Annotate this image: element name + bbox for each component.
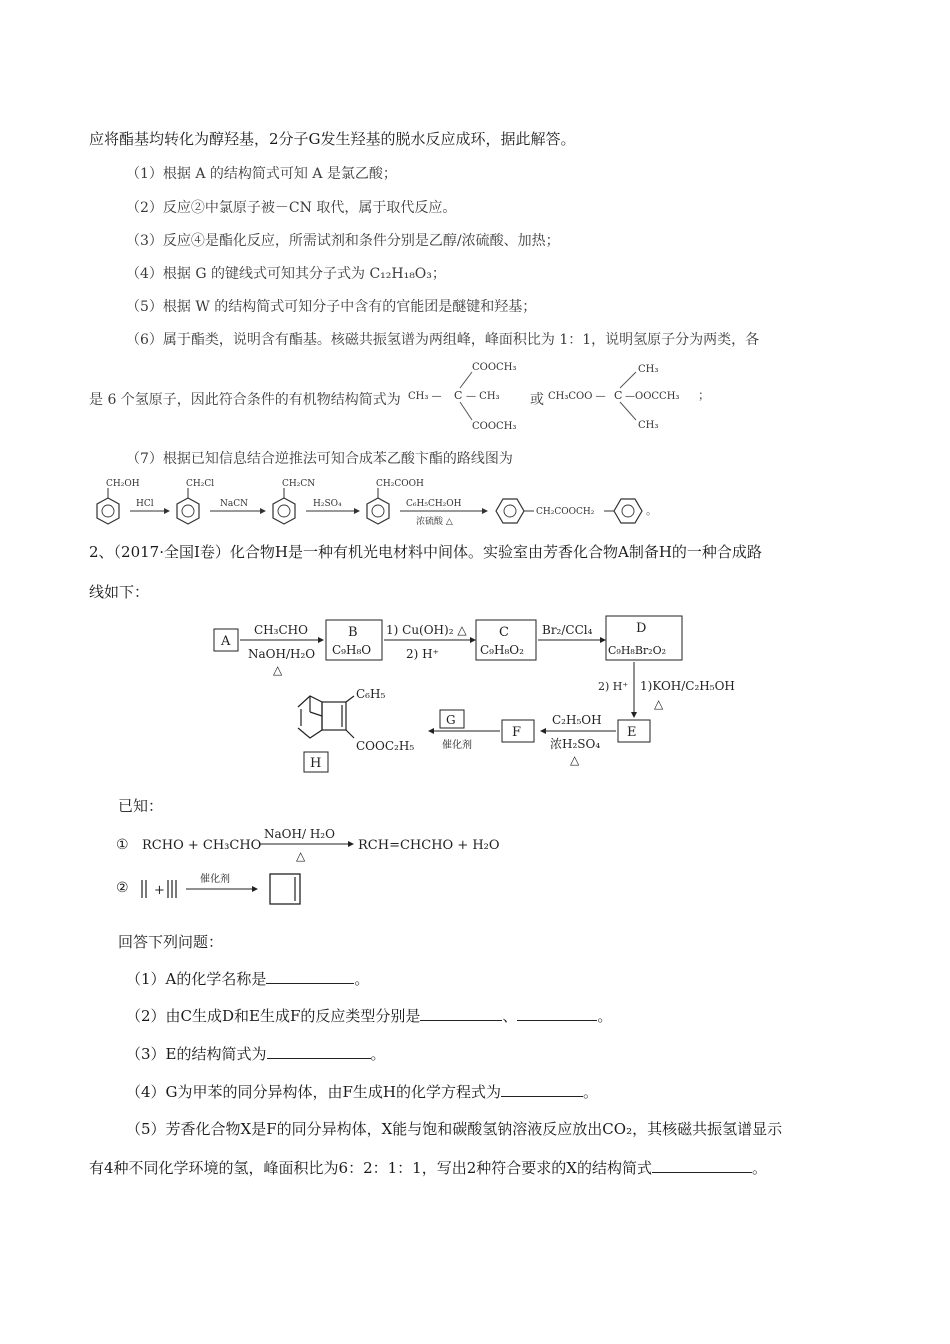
- struct2-c: C: [614, 389, 623, 402]
- solution-p5: （5）根据 W 的结构简式可知分子中含有的官能团是醚键和羟基；: [126, 299, 537, 315]
- formula-C: C₉H₈O₂: [480, 643, 524, 657]
- synthesis-scheme: [210, 612, 770, 782]
- known2-num: ②: [116, 880, 129, 896]
- compound-E: E: [627, 725, 637, 740]
- benzene-ring-4: [367, 488, 389, 524]
- FtoH-catalyst: 催化剂: [442, 740, 472, 751]
- struct2-bottom: CH₃: [638, 420, 659, 431]
- question-header: 2、（2017·全国Ⅰ卷）化合物H是一种有机光电材料中间体。实验室由芳香化合物A制备H的一种合成路: [89, 543, 762, 561]
- struct2-end: ；: [698, 388, 711, 402]
- answer-blank-3[interactable]: [267, 1044, 371, 1059]
- benzene-ring-1: [97, 488, 119, 524]
- question-1: [126, 968, 369, 989]
- EtoF-delta: △: [570, 753, 580, 767]
- compound-B: B: [348, 625, 358, 640]
- route-product: CH₂COOCH₂: [536, 507, 595, 517]
- compound-F: F: [512, 725, 522, 740]
- question-4: [126, 1081, 598, 1102]
- route-r4a: C₆H₅CH₂OH: [406, 499, 462, 509]
- known1-delta: △: [296, 849, 306, 863]
- question-3-text: （3）E的结构简式为: [126, 1045, 267, 1063]
- compound-G: G: [446, 713, 456, 727]
- route-r1: HCl: [136, 499, 154, 509]
- known1-condition: NaOH/ H₂O: [264, 827, 335, 841]
- struct1-c: C: [454, 389, 463, 402]
- answer-blank-2b[interactable]: [517, 1006, 597, 1021]
- AtoB-reagent: CH₃CHO: [254, 623, 308, 637]
- compound-A: A: [221, 634, 231, 649]
- answer-blank-2a[interactable]: [420, 1006, 502, 1021]
- DtoE-delta: △: [654, 697, 664, 711]
- CtoD-reagent: Br₂/CCl₄: [542, 623, 593, 637]
- question-2: [126, 1005, 612, 1026]
- solution-p7: （7）根据已知信息结合逆推法可知合成苯乙酸卞酯的路线图为: [126, 451, 513, 467]
- question-2-sep: 、: [502, 1007, 518, 1025]
- known2-plus: +: [154, 883, 165, 898]
- known2-catalyst: 催化剂: [200, 874, 230, 885]
- question-5b: [89, 1157, 767, 1178]
- known-reaction-2: [114, 868, 334, 912]
- compound-C: C: [499, 625, 509, 640]
- route-s4: CH₂COOH: [376, 479, 424, 489]
- EtoF-reagent: C₂H₅OH: [552, 713, 602, 727]
- known1-right: RCH=CHCHO + H₂O: [358, 838, 500, 853]
- route-s1: CH₂OH: [106, 479, 140, 489]
- solution-p6or: 或: [530, 392, 544, 408]
- ester-structure-2: [548, 358, 711, 434]
- BtoC-reagent: 1) Cu(OH)₂ △: [386, 623, 467, 637]
- compound-H-structure: [298, 696, 354, 738]
- question-2-end: 。: [597, 1007, 613, 1025]
- H-substituent-phenyl: C₆H₅: [356, 687, 386, 701]
- question-4-end: 。: [583, 1083, 599, 1101]
- solution-p6b: 是 6 个氢原子，因此符合条件的有机物结构简式为: [89, 392, 401, 408]
- solution-p6a: （6）属于酯类，说明含有酯基。核磁共振氢谱为两组峰，峰面积比为 1：1，说明氢原子分为两类，各: [126, 332, 760, 348]
- solution-p2: （2）反应②中氯原子被－CN 取代，属于取代反应。: [126, 200, 457, 216]
- AtoB-delta: △: [273, 663, 283, 677]
- ester-structure-1: [408, 356, 520, 436]
- formula-B: C₉H₈O: [332, 643, 372, 657]
- struct1-bottom: COOCH₃: [472, 421, 517, 432]
- known-reaction-1: [114, 822, 514, 866]
- route-r4b: 浓硫酸 △: [416, 517, 453, 527]
- solution-p3: （3）反应④是酯化反应，所需试剂和条件分别是乙醇/浓硫酸、加热；: [126, 233, 560, 249]
- known-label: 已知：: [118, 797, 164, 815]
- compound-D: D: [636, 621, 647, 636]
- solution-intro: 应将酯基均转化为醇羟基，2分子G发生羟基的脱水反应成环，据此解答。: [89, 130, 576, 148]
- benzene-ring-5: [496, 499, 534, 523]
- known1-left: RCHO + CH₃CHO: [142, 838, 262, 853]
- answer-blank-4[interactable]: [501, 1082, 583, 1097]
- struct1-top: COOCH₃: [472, 362, 517, 373]
- benzene-ring-3: [273, 488, 295, 524]
- solution-p4: （4）根据 G 的键线式可知其分子式为 C₁₂H₁₈O₃；: [126, 266, 446, 282]
- DtoE-reagent: 1)KOH/C₂H₅OH: [640, 679, 735, 693]
- answer-label: 回答下列问题：: [118, 933, 224, 951]
- route-s3: CH₂CN: [282, 479, 316, 489]
- H-substituent-ester: COOC₂H₅: [356, 739, 415, 753]
- benzyl-phenylacetate-route: [86, 474, 676, 534]
- question-4-text: （4）G为甲苯的同分异构体，由F生成H的化学方程式为: [126, 1083, 502, 1101]
- struct2-top: CH₃: [638, 364, 659, 375]
- DtoE-acid: 2) H⁺: [598, 680, 629, 693]
- question-3: [126, 1043, 386, 1064]
- question-5a: （5）芳香化合物X是F的同分异构体，X能与饱和碳酸氢钠溶液反应放出CO₂，其核磁共振氢谱显示: [126, 1120, 783, 1138]
- benzene-ring-2: [177, 488, 199, 524]
- AtoB-condition: NaOH/H₂O: [248, 647, 316, 661]
- question-header2: 线如下：: [89, 583, 150, 601]
- struct1-right: — CH₃: [466, 391, 500, 402]
- route-end: 。: [646, 504, 657, 517]
- struct2-left: CH₃COO —: [548, 391, 606, 402]
- question-3-end: 。: [370, 1045, 386, 1063]
- question-1-end: 。: [354, 970, 370, 988]
- question-5-end: 。: [751, 1159, 767, 1177]
- question-2-text: （2）由C生成D和E生成F的反应类型分别是: [126, 1007, 421, 1025]
- BtoC-condition: 2) H⁺: [406, 647, 439, 661]
- struct2-right: —OOCCH₃: [625, 391, 680, 402]
- struct1-left: CH₃ —: [408, 391, 442, 402]
- formula-D: C₉H₈Br₂O₂: [608, 644, 667, 657]
- EtoF-catalyst: 浓H₂SO₄: [550, 737, 601, 751]
- question-1-text: （1）A的化学名称是: [126, 970, 267, 988]
- answer-blank-5[interactable]: [652, 1158, 752, 1173]
- answer-blank-1[interactable]: [266, 969, 354, 984]
- known1-num: ①: [116, 837, 129, 853]
- solution-p1: （1）根据 A 的结构简式可知 A 是氯乙酸；: [126, 166, 397, 182]
- benzene-ring-6: [604, 499, 642, 523]
- route-s2: CH₂Cl: [186, 479, 215, 489]
- question-5b-text: 有4种不同化学环境的氢，峰面积比为6：2：1：1，写出2种符合要求的X的结构简式: [89, 1159, 652, 1177]
- route-r2: NaCN: [220, 499, 249, 509]
- route-r3: H₂SO₄: [313, 499, 342, 509]
- compound-H: H: [310, 756, 322, 771]
